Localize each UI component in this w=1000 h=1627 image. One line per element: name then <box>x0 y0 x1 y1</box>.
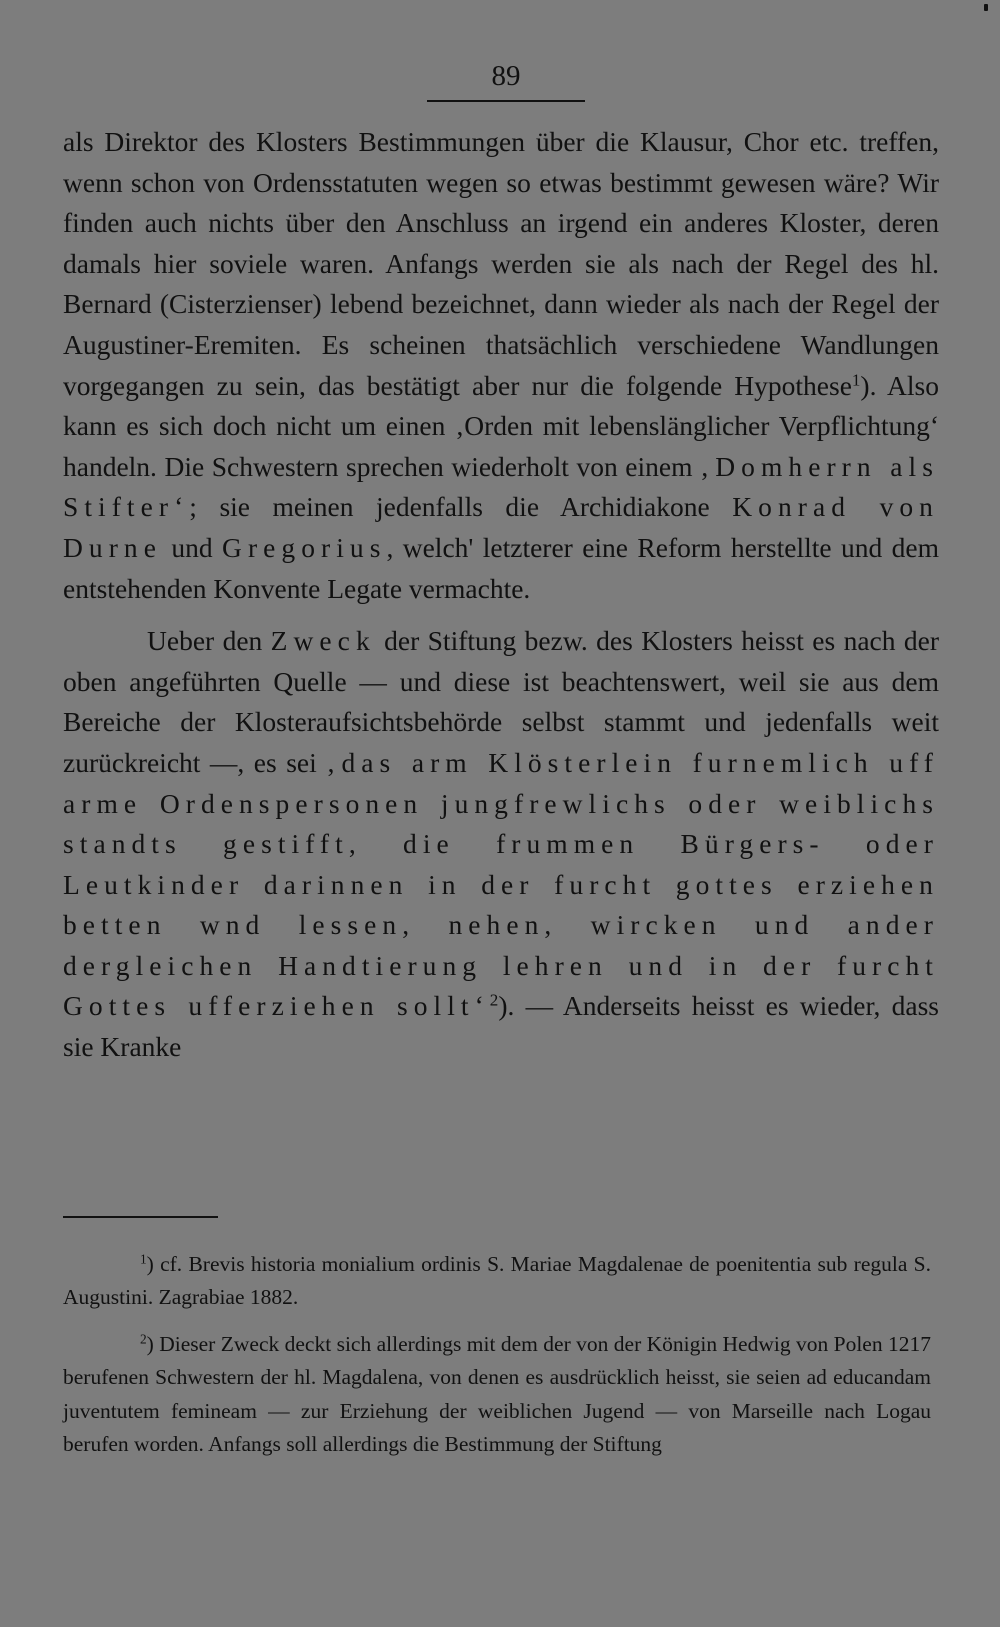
paragraph-1-text-d: handeln. Die Schwestern sprechen wiederholt von einem <box>63 450 701 482</box>
footnote-1-text: ) cf. Brevis historia monialium ordinis S. Mariae Magdalenae de poenitentia sub regula S. Augustini. Zagrabiae 1882. <box>63 1252 931 1310</box>
footnote-rule <box>63 1216 218 1218</box>
footnote-1 <box>63 1248 931 1315</box>
paragraph-1-text-a: als Direktor des Klosters Bestimmungen über die Klausur, Chor etc. treffen, wenn schon von Ordensstatuten wegen so etwas bestimmt gewesen wäre? Wir finden auch nichts über den Anschluss an irgend ein anderes Kloster, deren damals hier soviele waren. Anfangs werden sie als nach der Regel des hl. Bernard (Cisterzienser) lebend bezeichnet, dann wieder als nach der Regel der Augustiner-Eremiten. Es scheinen thatsächlich verschiedene Wandlungen vorgegangen zu sein, das bestätigt aber nur die folgende Hypothese <box>63 126 939 401</box>
paragraph-2-text-e: ). — Anderseits heisst es wieder, dass sie Kranke <box>63 990 939 1063</box>
footnote-2-text: ) Dieser Zweck deckt sich allerdings mit dem der von der Königin Hedwig von Polen 1217 berufenen Schwestern der hl. Magdalena, von denen es ausdrücklich heisst, sie seien ad educandam juventutem femineam — zur Erziehung der weiblichen Jugend — von Marseille nach Logau berufen worden. Anfangs soll allerdings die Bestimmung der Stiftung <box>63 1331 931 1457</box>
paragraph-2 <box>63 621 939 1068</box>
main-text <box>63 122 939 1068</box>
footnote-reference-2: 2 <box>489 991 499 1011</box>
scan-speck <box>984 4 988 11</box>
paragraph-1-text-f: ; sie meinen jedenfalls die Archidiakone <box>189 491 733 523</box>
spaced-name-konrad: Konrad von Durne <box>63 491 939 563</box>
paragraph-1 <box>63 122 939 609</box>
spaced-quote-domherrn: ‚Domherrn als Stifter‘ <box>63 450 939 523</box>
quote-orden: ‚Orden mit lebenslänglicher Verpflichtung‘ <box>455 410 940 442</box>
spaced-quote-kloesterlein: ‚das arm Klösterlein furnemlich uff arme Ordenspersonen jungfrewlichs oder weiblichs standts gestifft, die frummen Bürgers- oder Leutkinder darinnen in der furcht gottes erziehen betten wnd lessen, nehen, wircken und ander dergleichen Handtierung lehren und in der furcht Gottes ufferziehen sollt‘ <box>63 746 939 1022</box>
spaced-word-zweck: Zweck <box>270 625 376 657</box>
paragraph-1-text-h: und <box>161 531 223 563</box>
footnotes <box>63 1248 931 1461</box>
header-rule <box>427 100 585 102</box>
page-number: 89 <box>491 60 521 92</box>
footnote-1-mark: 1 <box>140 1251 147 1267</box>
footnote-2 <box>63 1328 931 1462</box>
paragraph-1-text-j: , welch' letzterer eine Reform herstellte und dem entstehenden Konvente Legate vermachte. <box>63 531 939 604</box>
footnote-reference-1: 1 <box>851 370 861 390</box>
paragraph-2-text-c: der Stiftung bezw. des Klosters heisst es nach der oben angeführten Quelle — und diese ist beachtenswert, weil sie aus dem Bereiche der Klosteraufsichtsbehörde selbst stammt und jedenfalls weit zurückreicht —, es sei <box>63 625 939 778</box>
footnote-2-mark: 2 <box>140 1331 147 1347</box>
paragraph-1-text-b: ). Also kann es sich doch nicht um einen <box>63 369 940 442</box>
spaced-name-gregorius: Gregorius <box>222 531 387 563</box>
paragraph-2-text-a: Ueber den <box>147 625 271 657</box>
